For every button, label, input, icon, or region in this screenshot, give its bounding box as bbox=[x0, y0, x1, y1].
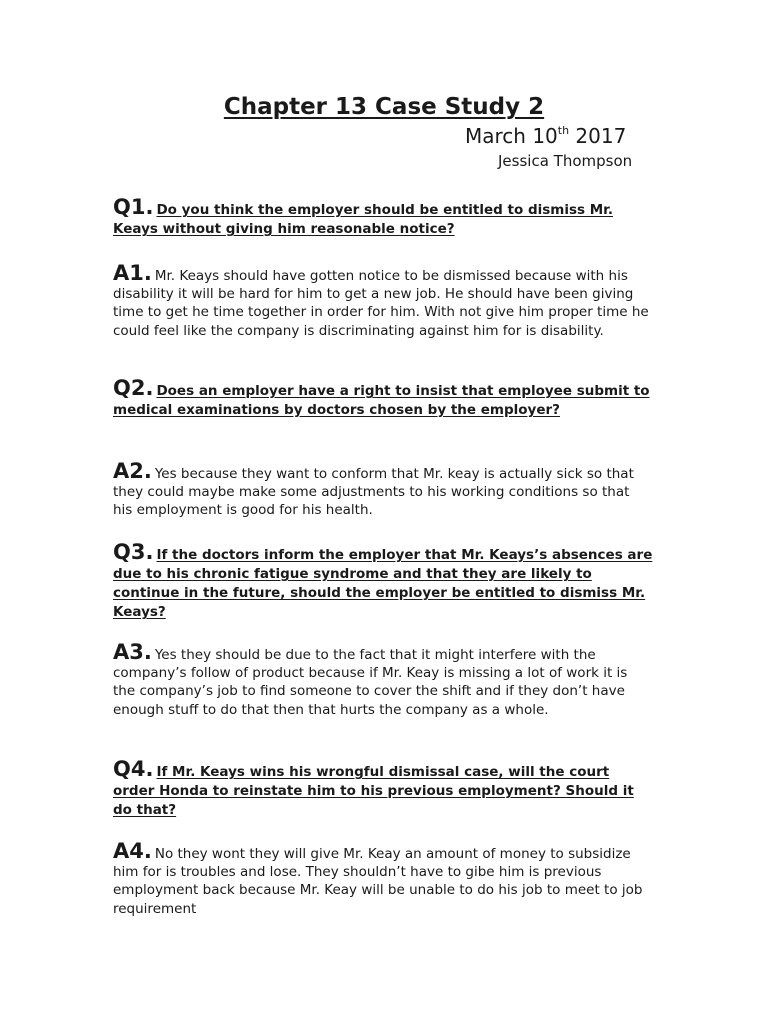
answer-1-marker: A1. bbox=[113, 261, 152, 285]
answer-1 bbox=[113, 261, 653, 340]
date-suffix: th bbox=[557, 124, 570, 137]
answer-2-marker: A2. bbox=[113, 459, 152, 483]
question-3-text: If the doctors inform the employer that Mr. Keays’s absences are due to his chronic fatigue syndrome and that they are likely to continue in the future, should the employer be entitled to dismiss Mr. Keays? bbox=[113, 547, 653, 620]
question-4-text: If Mr. Keays wins his wrongful dismissal case, will the court order Honda to reinstate him to his previous employment? Should it do that? bbox=[113, 764, 634, 818]
answer-3 bbox=[113, 640, 653, 719]
question-1 bbox=[113, 195, 653, 239]
document-date bbox=[465, 122, 626, 150]
question-2-marker: Q2. bbox=[113, 376, 154, 400]
answer-2-text: Yes because they want to conform that Mr. keay is actually sick so that they could maybe make some adjustments to his working conditions so that his employment is good for his health. bbox=[113, 466, 634, 519]
question-1-marker: Q1. bbox=[113, 195, 154, 219]
date-year: 2017 bbox=[569, 124, 627, 148]
answer-1-text: Mr. Keays should have gotten notice to be dismissed because with his disability it will be hard for him to get a new job. He should have been giving time to get he time together in order for him. With not give him proper time he could feel like the company is discriminating against him for is disability. bbox=[113, 268, 649, 339]
answer-3-text: Yes they should be due to the fact that it might interfere with the company’s follow of product because if Mr. Keay is missing a lot of work it is the company’s job to find someone to cover the shift and if they don’t have enough stuff to do that then that hurts the company as a whole. bbox=[113, 647, 628, 718]
document-title bbox=[0, 92, 768, 122]
answer-2 bbox=[113, 459, 653, 520]
answer-3-marker: A3. bbox=[113, 640, 152, 664]
answer-4 bbox=[113, 839, 653, 918]
question-4 bbox=[113, 757, 653, 820]
question-3-marker: Q3. bbox=[113, 540, 154, 564]
answer-4-marker: A4. bbox=[113, 839, 152, 863]
question-2-text: Does an employer have a right to insist that employee submit to medical examinations by doctors chosen by the employer? bbox=[113, 383, 650, 418]
document-author: Jessica Thompson bbox=[498, 152, 633, 170]
title-text: Chapter 13 Case Study 2 bbox=[223, 94, 545, 120]
question-3 bbox=[113, 540, 653, 622]
question-4-marker: Q4. bbox=[113, 757, 154, 781]
answer-4-text: No they wont they will give Mr. Keay an amount of money to subsidize him for is troubles and lose. They shouldn’t have to gibe him is previous employment back because Mr. Keay will be unable to do his job to meet to job requirement bbox=[113, 846, 643, 917]
date-month-day: March 10 bbox=[465, 124, 558, 148]
question-2 bbox=[113, 376, 653, 420]
question-1-text: Do you think the employer should be entitled to dismiss Mr. Keays without giving him reasonable notice? bbox=[113, 202, 614, 237]
